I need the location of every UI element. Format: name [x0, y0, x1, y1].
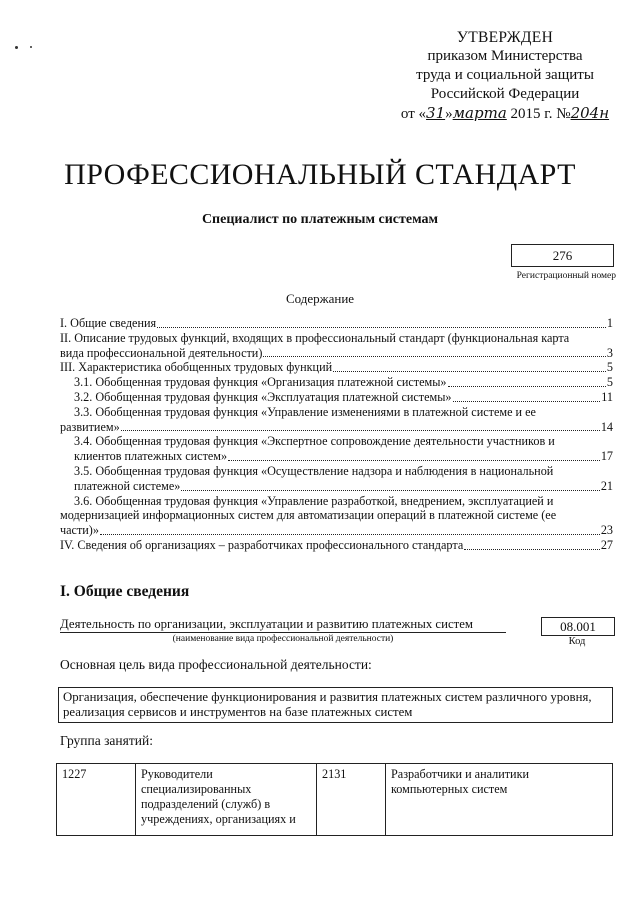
- occupation-code: 1227: [57, 764, 136, 836]
- toc-page: 27: [600, 537, 613, 552]
- toc-page: 5: [606, 375, 613, 390]
- date-mid: »: [445, 106, 453, 122]
- approval-block: [400, 28, 610, 124]
- occupation-group-label: Группа занятий:: [60, 733, 153, 748]
- toc-page: 14: [600, 419, 613, 434]
- approval-line: труда и социальной защиты: [416, 67, 594, 83]
- registration-number-label: Регистрационный номер: [516, 271, 616, 281]
- toc-item-text[interactable]: 3.3. Обобщенная трудовая функция «Управление изменениями в платежной системе и ее: [74, 404, 536, 419]
- table-of-contents: [60, 316, 613, 553]
- toc-item-text[interactable]: модернизацией информационных систем для автоматизации операций в платежной системе (ее: [60, 508, 557, 523]
- toc-item[interactable]: III. Характеристика обобщенных трудовых функций 5: [60, 360, 613, 375]
- contents-heading: Содержание: [285, 291, 355, 306]
- toc-item[interactable]: вида профессиональной деятельности) 3: [60, 345, 613, 360]
- date-year: 2015 г. №: [506, 106, 571, 122]
- scan-speck: [15, 46, 18, 49]
- toc-item[interactable]: развитием» 14: [60, 419, 613, 434]
- toc-item[interactable]: части)» 23: [60, 523, 613, 538]
- toc-page: 5: [606, 360, 613, 375]
- toc-page: 3: [606, 345, 613, 360]
- toc-item[interactable]: 3.2. Обобщенная трудовая функция «Эксплуатация платежной системы» 11: [74, 389, 613, 404]
- date-month: марта: [452, 104, 507, 122]
- approval-heading: УТВЕРЖДЕН: [456, 29, 554, 46]
- approval-line: Российской Федерации: [430, 86, 580, 102]
- toc-item[interactable]: 3.1. Обобщенная трудовая функция «Организация платежной системы» 5: [74, 375, 613, 390]
- toc-item[interactable]: IV. Сведения об организациях – разработчиках профессионального стандарта 27: [60, 537, 613, 552]
- document-subtitle: Специалист по платежным системам: [201, 212, 439, 227]
- toc-item[interactable]: клиентов платежных систем» 17: [74, 449, 613, 464]
- activity-code-label: Код: [568, 636, 586, 647]
- occupation-name: Разработчики и аналитики компьютерных систем: [386, 764, 613, 836]
- toc-item[interactable]: платежной системе» 21: [74, 478, 613, 493]
- table-row: [57, 764, 613, 836]
- activity-name: Деятельность по организации, эксплуатации и развитию платежных систем: [60, 617, 506, 633]
- occupation-table: [56, 763, 613, 836]
- occupation-code: 2131: [317, 764, 386, 836]
- document-title: ПРОФЕССИОНАЛЬНЫЙ СТАНДАРТ: [64, 158, 576, 191]
- section-heading: I. Общие сведения: [60, 583, 190, 600]
- toc-item-text[interactable]: II. Описание трудовых функций, входящих в профессиональный стандарт (функциональная карта: [60, 330, 570, 345]
- toc-page: 17: [600, 449, 613, 464]
- order-number: 204н: [570, 104, 610, 122]
- toc-item-text[interactable]: 3.5. Обобщенная трудовая функция «Осуществление надзора и наблюдения в национальной: [74, 463, 554, 478]
- activity-name-caption: (наименование вида профессиональной деятельности): [172, 634, 394, 644]
- scan-speck: [30, 46, 32, 48]
- toc-page: 1: [606, 316, 613, 330]
- purpose-label: Основная цель вида профессиональной деятельности:: [60, 657, 372, 672]
- toc-item-text[interactable]: 3.4. Обобщенная трудовая функция «Экспертное сопровождение деятельности участников и: [74, 434, 555, 449]
- activity-code-box: 08.001: [541, 617, 615, 636]
- toc-item-text[interactable]: 3.6. Обобщенная трудовая функция «Управление разработкой, внедрением, эксплуатацией и: [74, 493, 554, 508]
- approval-line: приказом Министерства: [427, 48, 583, 64]
- approval-date-line: [400, 104, 610, 124]
- toc-page: 11: [601, 389, 613, 404]
- purpose-box: Организация, обеспечение функционирования и развития платежных систем различного уровня, реализация сервисов и инструментов на базе платежных систем: [58, 687, 613, 723]
- toc-item[interactable]: I. Общие сведения 1: [60, 316, 613, 330]
- toc-page: 23: [600, 523, 613, 538]
- occupation-name: Руководители специализированных подразделений (служб) в учреждениях, организациях и: [136, 764, 317, 836]
- date-day: 31: [426, 104, 446, 122]
- registration-number-box: 276: [511, 244, 614, 267]
- date-prefix: от «: [400, 106, 427, 122]
- toc-page: 21: [600, 478, 613, 493]
